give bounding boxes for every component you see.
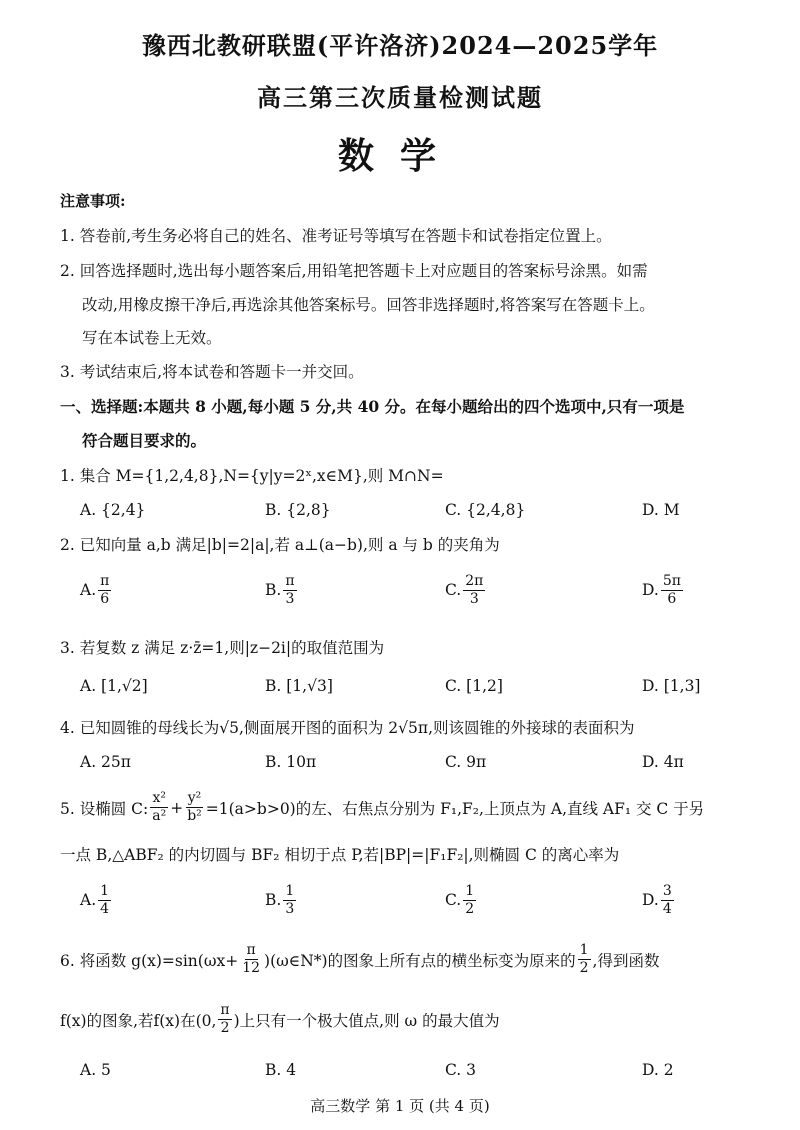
question-5-stem: 5. 设椭圆 C: $\frac{\text{x²}}{\text{a²}}$ + $\frac{\text{y²}}{\text{b²}}$ =1(a>b>0)的左、右焦点分别为 F₁,F₂,上顶点为 A,直线 AF₁ 交 C 于另	[60, 790, 705, 824]
q4-option-a: A. 25π	[80, 753, 131, 771]
q2-option-b: B. $\frac{\pi}{3}$	[265, 572, 295, 607]
note-item-2: 2. 回答选择题时,选出每小题答案后,用铅笔把答题卡上对应题目的答案标号涂黑。如需	[60, 262, 648, 280]
q1-option-d: D. M	[642, 501, 680, 519]
q6-option-a: A. 5	[80, 1061, 111, 1079]
q2-option-d: D. $\frac{5\pi}{6}$	[642, 572, 681, 607]
q4-option-d: D. 4π	[642, 753, 684, 771]
exam-title-line2: 高三第三次质量检测试题	[257, 83, 543, 112]
q5-option-d: D. $\frac{3}{4}$	[642, 882, 672, 917]
question-6-options	[80, 1050, 760, 1090]
note-item-1: 1. 答卷前,考生务必将自己的姓名、准考证号等填写在答题卡和试卷指定位置上。	[60, 227, 612, 245]
q5-option-b: B. $\frac{1}{3}$	[265, 882, 295, 917]
section-heading-cont: 符合题目要求的。	[82, 431, 207, 450]
note-item-2-cont2: 写在本试卷上无效。	[82, 329, 222, 347]
page-footer: 高三数学 第 1 页 (共 4 页)	[310, 1097, 490, 1115]
q5-option-c: C. $\frac{1}{2}$	[445, 882, 475, 917]
q3-option-b: B. [1,√3]	[265, 677, 333, 695]
question-2-stem: 2. 已知向量 a,b 满足|b|=2|a|,若 a⊥(a−b),则 a 与 b 的夹角为	[60, 536, 500, 554]
q1-option-c: C. {2,4,8}	[445, 501, 526, 519]
question-6-stem: 6. 将函数 g(x)=sin(ωx+ $\frac{\pi}{12}$ )(ω∈N*)的图象上所有点的横坐标变为原来的 $\frac{1}{2}$ ,得到函数	[60, 942, 660, 976]
section-heading: 一、选择题:本题共 8 小题,每小题 5 分,共 40 分。在每小题给出的四个选项中,只有一项是	[60, 397, 685, 416]
question-3-options	[80, 666, 760, 706]
note-item-2-cont: 改动,用橡皮擦干净后,再选涂其他答案标号。回答非选择题时,将答案写在答题卡上。	[82, 296, 655, 314]
question-5-options	[80, 880, 760, 920]
question-4-stem: 4. 已知圆锥的母线长为√5,侧面展开图的面积为 2√5π,则该圆锥的外接球的表面积为	[60, 719, 635, 737]
notes-heading: 注意事项:	[60, 192, 126, 210]
note-item-3: 3. 考试结束后,将本试卷和答题卡一并交回。	[60, 363, 364, 381]
q4-option-b: B. 10π	[265, 753, 317, 771]
question-3-stem: 3. 若复数 z 满足 z·z̄=1,则|z−2i|的取值范围为	[60, 639, 385, 657]
question-5-stem-cont: 一点 B,△ABF₂ 的内切圆与 BF₂ 相切于点 P,若|BP|=|F₁F₂|,则椭圆 C 的离心率为	[60, 846, 620, 864]
q3-option-a: A. [1,√2]	[80, 677, 148, 695]
q1-option-b: B. {2,8}	[265, 501, 331, 519]
question-4-options	[80, 742, 760, 782]
exam-title-line1: 豫西北教研联盟(平许洛济)2024—2025学年	[141, 31, 659, 60]
q6-option-d: D. 2	[642, 1061, 674, 1079]
q3-option-c: C. [1,2]	[445, 677, 503, 695]
question-2-options	[80, 570, 760, 610]
q3-option-d: D. [1,3]	[642, 677, 701, 695]
subject-title: 数学	[337, 135, 462, 177]
q6-option-b: B. 4	[265, 1061, 297, 1079]
q4-option-c: C. 9π	[445, 753, 487, 771]
question-1-options	[80, 490, 760, 530]
q5-option-a: A. $\frac{1}{4}$	[80, 882, 110, 917]
q2-option-a: A. $\frac{\pi}{6}$	[80, 572, 110, 607]
q1-option-a: A. {2,4}	[80, 501, 146, 519]
q6-option-c: C. 3	[445, 1061, 477, 1079]
q2-option-c: C. $\frac{2\pi}{3}$	[445, 572, 484, 607]
question-1-stem: 1. 集合 M={1,2,4,8},N={y|y=2ˣ,x∈M},则 M∩N=	[60, 467, 444, 485]
question-6-stem-cont: f(x)的图象,若f(x)在(0, $\frac{\pi}{2}$ )上只有一个极大值点,则 ω 的最大值为	[60, 1002, 500, 1036]
